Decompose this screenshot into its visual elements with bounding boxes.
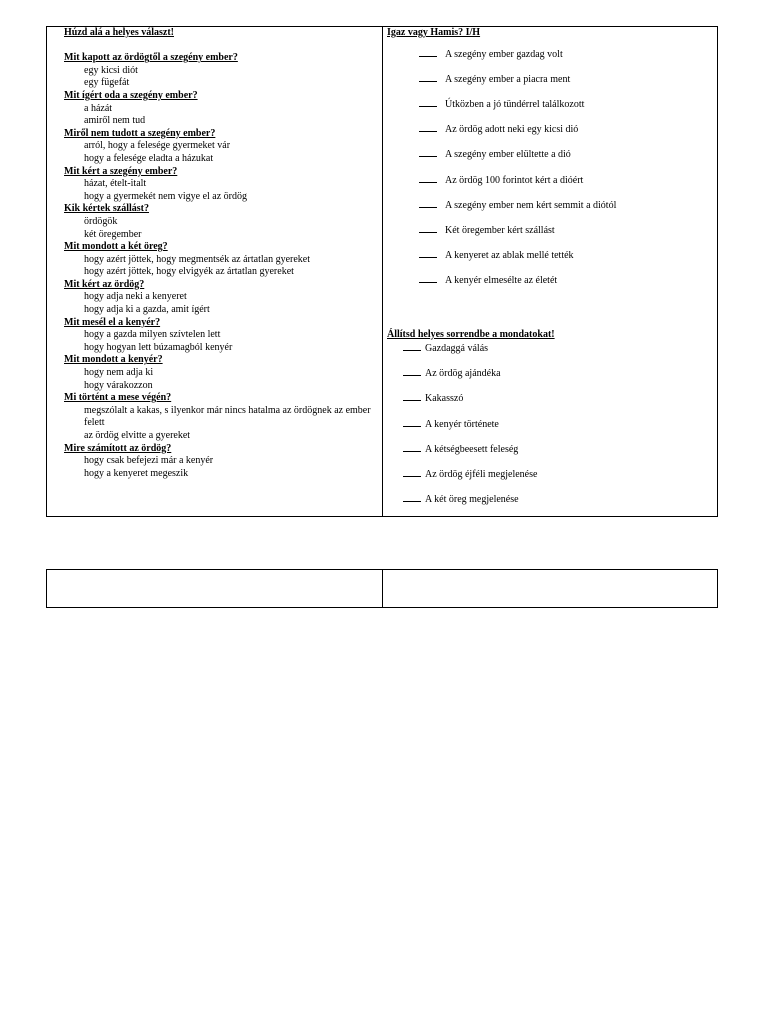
- answer-option[interactable]: a házát: [84, 102, 113, 114]
- statement: Az ördög 100 forintot kért a dióért: [445, 174, 584, 186]
- answer-blank[interactable]: [403, 417, 421, 427]
- answer-option[interactable]: amiről nem tud: [84, 115, 146, 127]
- ordering-item: [387, 391, 537, 416]
- answer-blank[interactable]: [403, 442, 421, 452]
- answer-blank[interactable]: [419, 173, 437, 183]
- sentence: Az ördög éjféli megjelenése: [425, 468, 538, 480]
- true-false-item: [387, 248, 707, 273]
- answer-option[interactable]: hogy azért jöttek, hogy megmentsék az ártatlan gyereket: [84, 253, 311, 265]
- answer-blank[interactable]: [403, 341, 421, 351]
- true-false-item: [387, 273, 707, 298]
- ordering-item: [387, 467, 537, 492]
- answer-blank[interactable]: [403, 366, 421, 376]
- answer-blank[interactable]: [419, 273, 437, 283]
- answer-option[interactable]: megszólalt a kakas, s ilyenkor már nincs hatalma az ördögnek az ember felett: [84, 404, 371, 429]
- answer-blank[interactable]: [419, 248, 437, 258]
- underline-exercise-title: Húzd alá a helyes választ!: [64, 27, 174, 38]
- ordering-item: [387, 442, 537, 467]
- question: Mit mondott a két öreg?: [64, 241, 168, 253]
- sentence: Az ördög ajándéka: [425, 368, 501, 380]
- question: Mit kért a szegény ember?: [64, 165, 178, 177]
- true-false-item: [387, 147, 707, 172]
- answer-option[interactable]: hogy hogyan lett búzamagból kenyér: [84, 341, 233, 353]
- answer-option[interactable]: hogy adja ki a gazda, amit ígért: [84, 304, 210, 316]
- true-false-item: [387, 223, 707, 248]
- true-false-item: [387, 122, 707, 147]
- answer-option[interactable]: ördögök: [84, 215, 118, 227]
- true-false-item: [387, 173, 707, 198]
- empty-table: [46, 569, 718, 608]
- question: Mit mesél el a kenyér?: [64, 316, 161, 328]
- answer-option[interactable]: hogy várakozzon: [84, 379, 153, 391]
- answer-option[interactable]: hogy azért jöttek, hogy elvigyék az ártatlan gyereket: [84, 266, 294, 278]
- true-false-title: Igaz vagy Hamis? I/H: [387, 27, 481, 38]
- ordering-item: [387, 366, 537, 391]
- statement: A szegény ember a piacra ment: [445, 73, 571, 85]
- statement: Útközben a jó tündérrel találkozott: [445, 98, 585, 110]
- answer-blank[interactable]: [419, 223, 437, 233]
- ordering-list: [387, 341, 537, 517]
- worksheet-table: [46, 26, 718, 517]
- answer-option[interactable]: egy kicsi diót: [84, 64, 138, 76]
- answer-option[interactable]: hogy a gazda milyen szívtelen lett: [84, 329, 221, 341]
- answer-blank[interactable]: [403, 391, 421, 401]
- ordering-title: Állítsd helyes sorrendbe a mondatokat!: [387, 329, 555, 340]
- ordering-item: [387, 417, 537, 442]
- column-divider: [382, 570, 383, 607]
- sentence: A kétségbeesett feleség: [425, 443, 519, 455]
- question: Mire számított az ördög?: [64, 442, 172, 454]
- right-column: [387, 27, 707, 506]
- answer-option[interactable]: hogy adja neki a kenyeret: [84, 291, 187, 303]
- ordering-item: [387, 492, 537, 517]
- question: Mit mondott a kenyér?: [64, 354, 163, 366]
- answer-option[interactable]: két öregember: [84, 228, 142, 240]
- question: Mi történt a mese végén?: [64, 392, 172, 404]
- statement: A kenyeret az ablak mellé tették: [445, 250, 574, 262]
- true-false-item: [387, 97, 707, 122]
- statement: A szegény ember gazdag volt: [445, 48, 563, 60]
- underline-exercise: [64, 27, 376, 480]
- answer-blank[interactable]: [403, 492, 421, 502]
- sentence: A két öreg megjelenése: [425, 494, 519, 506]
- sentence: A kenyér története: [425, 418, 499, 430]
- answer-blank[interactable]: [419, 97, 437, 107]
- question: Kik kértek szállást?: [64, 203, 149, 215]
- answer-option[interactable]: arról, hogy a felesége gyermeket vár: [84, 140, 231, 152]
- answer-blank[interactable]: [419, 122, 437, 132]
- statement: A szegény ember nem kért semmit a diótól: [445, 199, 617, 211]
- question: Mit kapott az ördögtől a szegény ember?: [64, 52, 238, 64]
- answer-option[interactable]: hogy a felesége eladta a házukat: [84, 152, 214, 164]
- answer-option[interactable]: hogy csak befejezi már a kenyér: [84, 455, 214, 467]
- sentence: Kakasszó: [425, 393, 464, 405]
- answer-blank[interactable]: [419, 47, 437, 57]
- answer-blank[interactable]: [419, 198, 437, 208]
- true-false-item: [387, 198, 707, 223]
- true-false-list: [387, 47, 707, 299]
- statement: Két öregember kért szállást: [445, 224, 555, 236]
- answer-blank[interactable]: [403, 467, 421, 477]
- question: Mit kért az ördög?: [64, 278, 145, 290]
- question: Mit ígért oda a szegény ember?: [64, 89, 198, 101]
- statement: A kenyér elmesélte az életét: [445, 275, 558, 287]
- answer-blank[interactable]: [419, 72, 437, 82]
- question: Miről nem tudott a szegény ember?: [64, 127, 216, 139]
- statement: Az ördög adott neki egy kicsi dió: [445, 124, 579, 136]
- column-divider: [382, 27, 383, 516]
- answer-option[interactable]: házat, ételt-italt: [84, 178, 147, 190]
- sentence: Gazdaggá válás: [425, 343, 489, 354]
- answer-option[interactable]: az ördög elvitte a gyereket: [84, 430, 191, 441]
- true-false-item: [387, 72, 707, 97]
- answer-option[interactable]: hogy a kenyeret megeszik: [84, 467, 189, 479]
- answer-option[interactable]: hogy nem adja ki: [84, 367, 154, 379]
- true-false-item: [387, 47, 707, 72]
- ordering-item: [387, 341, 537, 366]
- answer-blank[interactable]: [419, 147, 437, 157]
- statement: A szegény ember elültette a dió: [445, 149, 571, 161]
- answer-option[interactable]: egy fügefát: [84, 77, 130, 89]
- answer-option[interactable]: hogy a gyermekét nem vigye el az ördög: [84, 190, 247, 202]
